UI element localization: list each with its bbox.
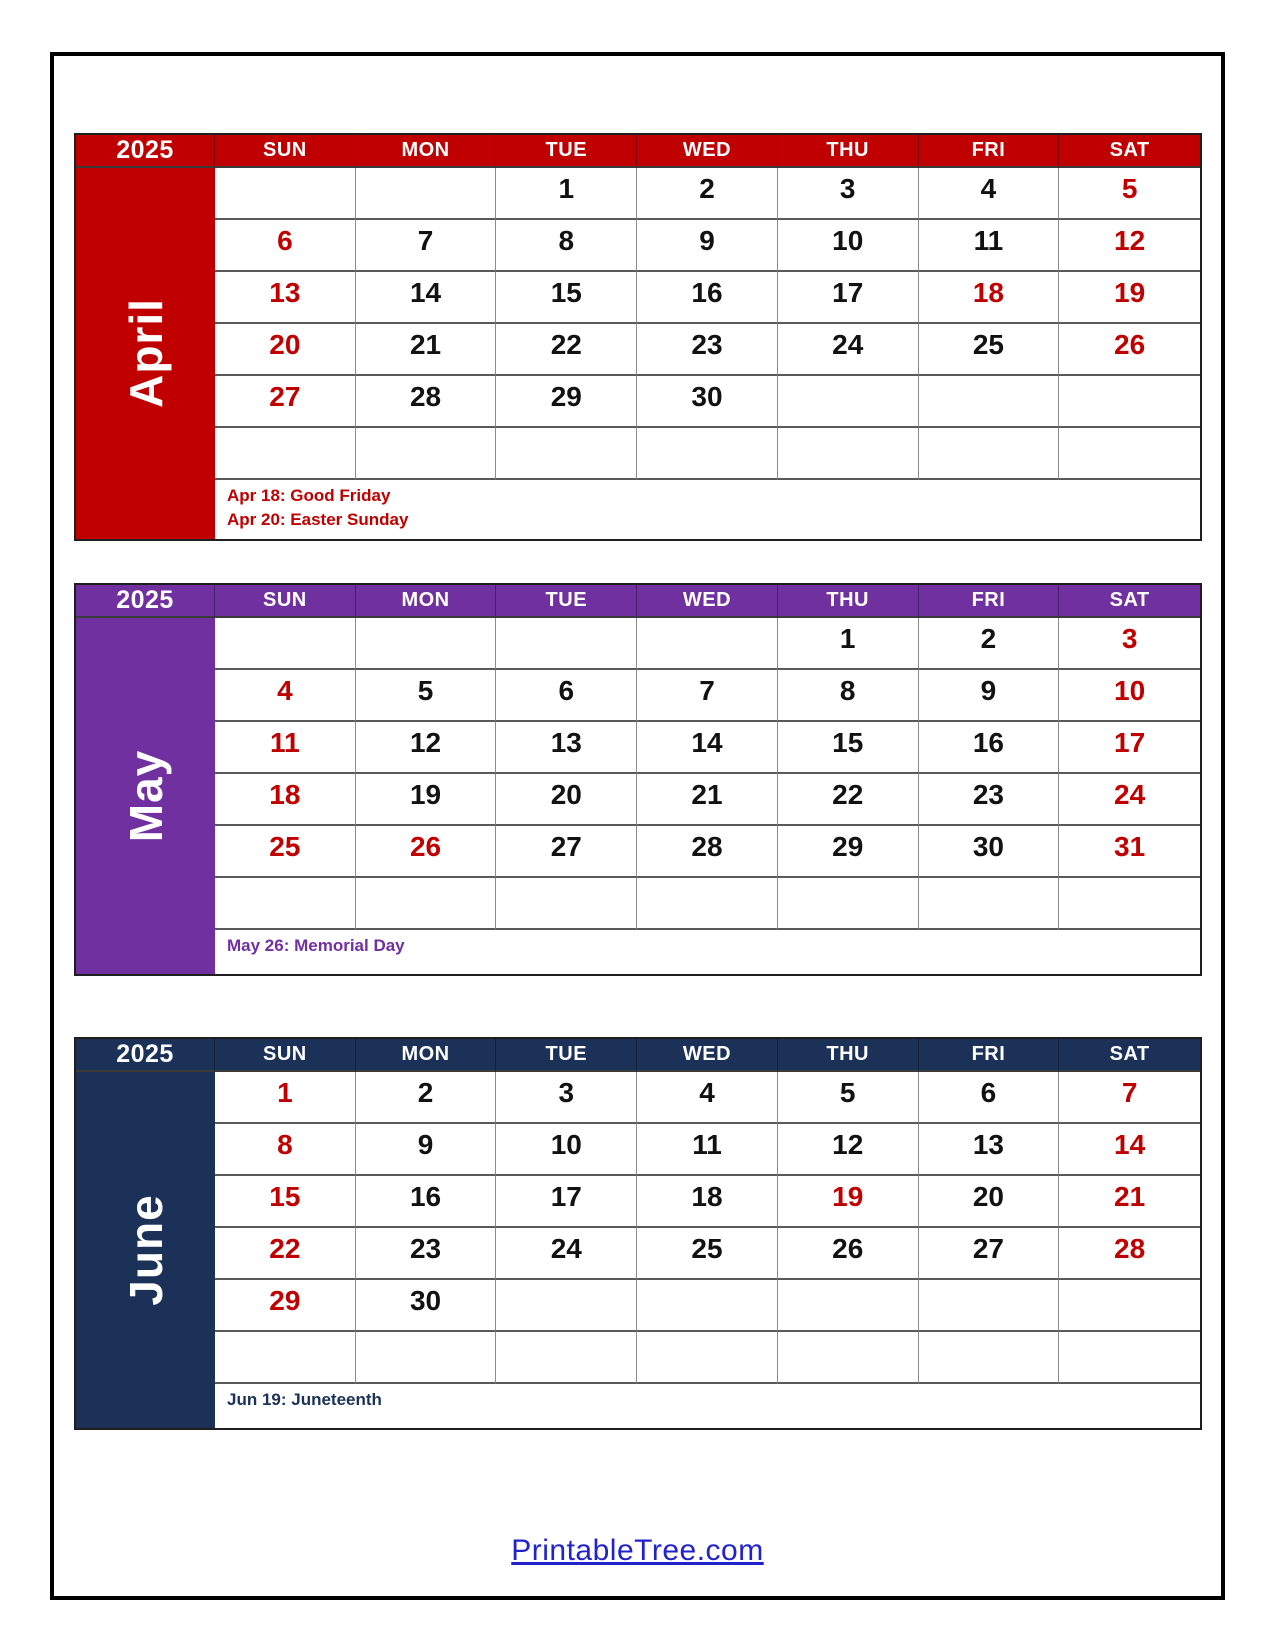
date-cell: 24 (1059, 774, 1200, 826)
date-cell: 25 (919, 324, 1060, 376)
date-cell: 8 (778, 670, 919, 722)
date-cell (919, 1280, 1060, 1332)
date-cell: 16 (356, 1176, 497, 1228)
weekday-header: SAT (1059, 135, 1200, 168)
date-cell (496, 1280, 637, 1332)
holiday-notes (215, 480, 1200, 539)
page-footer (0, 1534, 1275, 1568)
date-cell (1059, 1280, 1200, 1332)
date-cell: 15 (215, 1176, 356, 1228)
date-cell: 3 (778, 168, 919, 220)
date-cell (637, 428, 778, 480)
date-cell: 1 (215, 1072, 356, 1124)
date-cell: 4 (637, 1072, 778, 1124)
date-cell: 19 (778, 1176, 919, 1228)
month-june (74, 1037, 1202, 1430)
date-cell: 13 (496, 722, 637, 774)
date-cell: 15 (778, 722, 919, 774)
date-cell: 13 (919, 1124, 1060, 1176)
weekday-header: TUE (496, 135, 637, 168)
date-cell: 27 (215, 376, 356, 428)
date-cell: 6 (919, 1072, 1060, 1124)
date-cell (496, 428, 637, 480)
date-cell: 16 (637, 272, 778, 324)
date-cell: 22 (215, 1228, 356, 1280)
date-cell (1059, 1332, 1200, 1384)
month-name-label: April (119, 298, 172, 409)
date-cell (919, 376, 1060, 428)
weekday-header: MON (356, 585, 497, 618)
month-name-label: June (119, 1194, 172, 1306)
date-cell: 21 (356, 324, 497, 376)
weekday-header: TUE (496, 585, 637, 618)
date-cell: 22 (496, 324, 637, 376)
date-cell: 23 (637, 324, 778, 376)
holiday-notes (215, 930, 1200, 974)
date-cell: 24 (778, 324, 919, 376)
date-cell (778, 1332, 919, 1384)
date-cell: 1 (496, 168, 637, 220)
weekday-header: THU (778, 1039, 919, 1072)
date-cell: 27 (496, 826, 637, 878)
date-cell: 17 (496, 1176, 637, 1228)
date-cell: 5 (356, 670, 497, 722)
date-cell (356, 1332, 497, 1384)
holiday-notes (215, 1384, 1200, 1428)
date-cell: 29 (778, 826, 919, 878)
month-may (74, 583, 1202, 976)
date-cell: 5 (778, 1072, 919, 1124)
date-cell: 20 (215, 324, 356, 376)
date-cell: 10 (778, 220, 919, 272)
date-cell (919, 878, 1060, 930)
date-cell: 11 (637, 1124, 778, 1176)
date-cell: 9 (637, 220, 778, 272)
date-cell: 11 (919, 220, 1060, 272)
date-cell: 20 (496, 774, 637, 826)
date-cell (778, 428, 919, 480)
date-cell (496, 1332, 637, 1384)
date-cell: 7 (356, 220, 497, 272)
date-cell: 17 (778, 272, 919, 324)
date-cell: 19 (356, 774, 497, 826)
date-cell: 3 (496, 1072, 637, 1124)
weekday-header: MON (356, 1039, 497, 1072)
date-cell: 23 (356, 1228, 497, 1280)
date-cell (496, 618, 637, 670)
weekday-header: TUE (496, 1039, 637, 1072)
weekday-header: SUN (215, 1039, 356, 1072)
date-cell: 7 (637, 670, 778, 722)
date-cell: 23 (919, 774, 1060, 826)
date-cell: 24 (496, 1228, 637, 1280)
date-cell: 12 (778, 1124, 919, 1176)
holiday-note: May 26: Memorial Day (227, 936, 405, 955)
date-cell: 15 (496, 272, 637, 324)
date-cell: 5 (1059, 168, 1200, 220)
date-cell: 13 (215, 272, 356, 324)
date-cell: 14 (637, 722, 778, 774)
date-cell (637, 878, 778, 930)
date-cell (919, 428, 1060, 480)
date-cell (215, 878, 356, 930)
date-cell: 17 (1059, 722, 1200, 774)
month-sidebar (76, 168, 215, 539)
year-label: 2025 (76, 585, 215, 618)
date-cell: 10 (1059, 670, 1200, 722)
date-cell (637, 1332, 778, 1384)
date-cell: 2 (637, 168, 778, 220)
date-cell: 28 (356, 376, 497, 428)
date-cell: 30 (919, 826, 1060, 878)
weekday-header: FRI (919, 1039, 1060, 1072)
month-april (74, 133, 1202, 541)
date-cell: 30 (637, 376, 778, 428)
date-cell: 6 (496, 670, 637, 722)
date-cell: 3 (1059, 618, 1200, 670)
date-cell: 22 (778, 774, 919, 826)
date-cell (778, 1280, 919, 1332)
date-cell: 14 (1059, 1124, 1200, 1176)
date-cell (778, 376, 919, 428)
date-cell (919, 1332, 1060, 1384)
date-cell: 28 (1059, 1228, 1200, 1280)
month-sidebar (76, 1072, 215, 1428)
year-label: 2025 (76, 1039, 215, 1072)
date-cell (637, 1280, 778, 1332)
date-cell: 31 (1059, 826, 1200, 878)
date-cell: 9 (356, 1124, 497, 1176)
weekday-header: SAT (1059, 585, 1200, 618)
date-cell: 12 (356, 722, 497, 774)
date-cell: 25 (215, 826, 356, 878)
date-cell (496, 878, 637, 930)
date-cell: 2 (919, 618, 1060, 670)
holiday-note: Apr 18: Good Friday (227, 486, 391, 505)
date-cell: 19 (1059, 272, 1200, 324)
date-cell: 8 (496, 220, 637, 272)
weekday-header: THU (778, 135, 919, 168)
weekday-header: WED (637, 135, 778, 168)
date-cell: 26 (356, 826, 497, 878)
weekday-header: SUN (215, 135, 356, 168)
date-cell: 14 (356, 272, 497, 324)
year-label: 2025 (76, 135, 215, 168)
date-cell: 29 (496, 376, 637, 428)
date-cell (215, 428, 356, 480)
date-cell: 26 (778, 1228, 919, 1280)
date-cell: 30 (356, 1280, 497, 1332)
date-cell: 21 (637, 774, 778, 826)
date-cell: 20 (919, 1176, 1060, 1228)
date-cell: 9 (919, 670, 1060, 722)
date-cell: 12 (1059, 220, 1200, 272)
weekday-header: WED (637, 1039, 778, 1072)
date-cell: 25 (637, 1228, 778, 1280)
date-cell: 18 (637, 1176, 778, 1228)
date-cell (1059, 376, 1200, 428)
date-cell: 21 (1059, 1176, 1200, 1228)
date-cell (356, 878, 497, 930)
weekday-header: FRI (919, 135, 1060, 168)
date-cell (637, 618, 778, 670)
date-cell (1059, 428, 1200, 480)
date-cell: 1 (778, 618, 919, 670)
date-cell: 10 (496, 1124, 637, 1176)
weekday-header: MON (356, 135, 497, 168)
date-cell: 27 (919, 1228, 1060, 1280)
weekday-header: SUN (215, 585, 356, 618)
date-cell (1059, 878, 1200, 930)
date-cell: 28 (637, 826, 778, 878)
date-cell (356, 618, 497, 670)
date-cell: 16 (919, 722, 1060, 774)
date-cell (778, 878, 919, 930)
holiday-note: Jun 19: Juneteenth (227, 1390, 382, 1409)
weekday-header: FRI (919, 585, 1060, 618)
date-cell: 11 (215, 722, 356, 774)
date-cell (356, 428, 497, 480)
weekday-header: THU (778, 585, 919, 618)
holiday-note: Apr 20: Easter Sunday (227, 510, 409, 530)
date-cell: 26 (1059, 324, 1200, 376)
date-cell: 29 (215, 1280, 356, 1332)
date-cell: 4 (215, 670, 356, 722)
date-cell: 18 (215, 774, 356, 826)
footer-link[interactable]: PrintableTree.com (511, 1534, 764, 1567)
weekday-header: SAT (1059, 1039, 1200, 1072)
date-cell: 6 (215, 220, 356, 272)
date-cell: 2 (356, 1072, 497, 1124)
date-cell (215, 168, 356, 220)
month-name-label: May (119, 749, 172, 843)
date-cell (356, 168, 497, 220)
weekday-header: WED (637, 585, 778, 618)
date-cell: 7 (1059, 1072, 1200, 1124)
date-cell (215, 618, 356, 670)
date-cell: 18 (919, 272, 1060, 324)
date-cell: 8 (215, 1124, 356, 1176)
date-cell (215, 1332, 356, 1384)
date-cell: 4 (919, 168, 1060, 220)
month-sidebar (76, 618, 215, 974)
